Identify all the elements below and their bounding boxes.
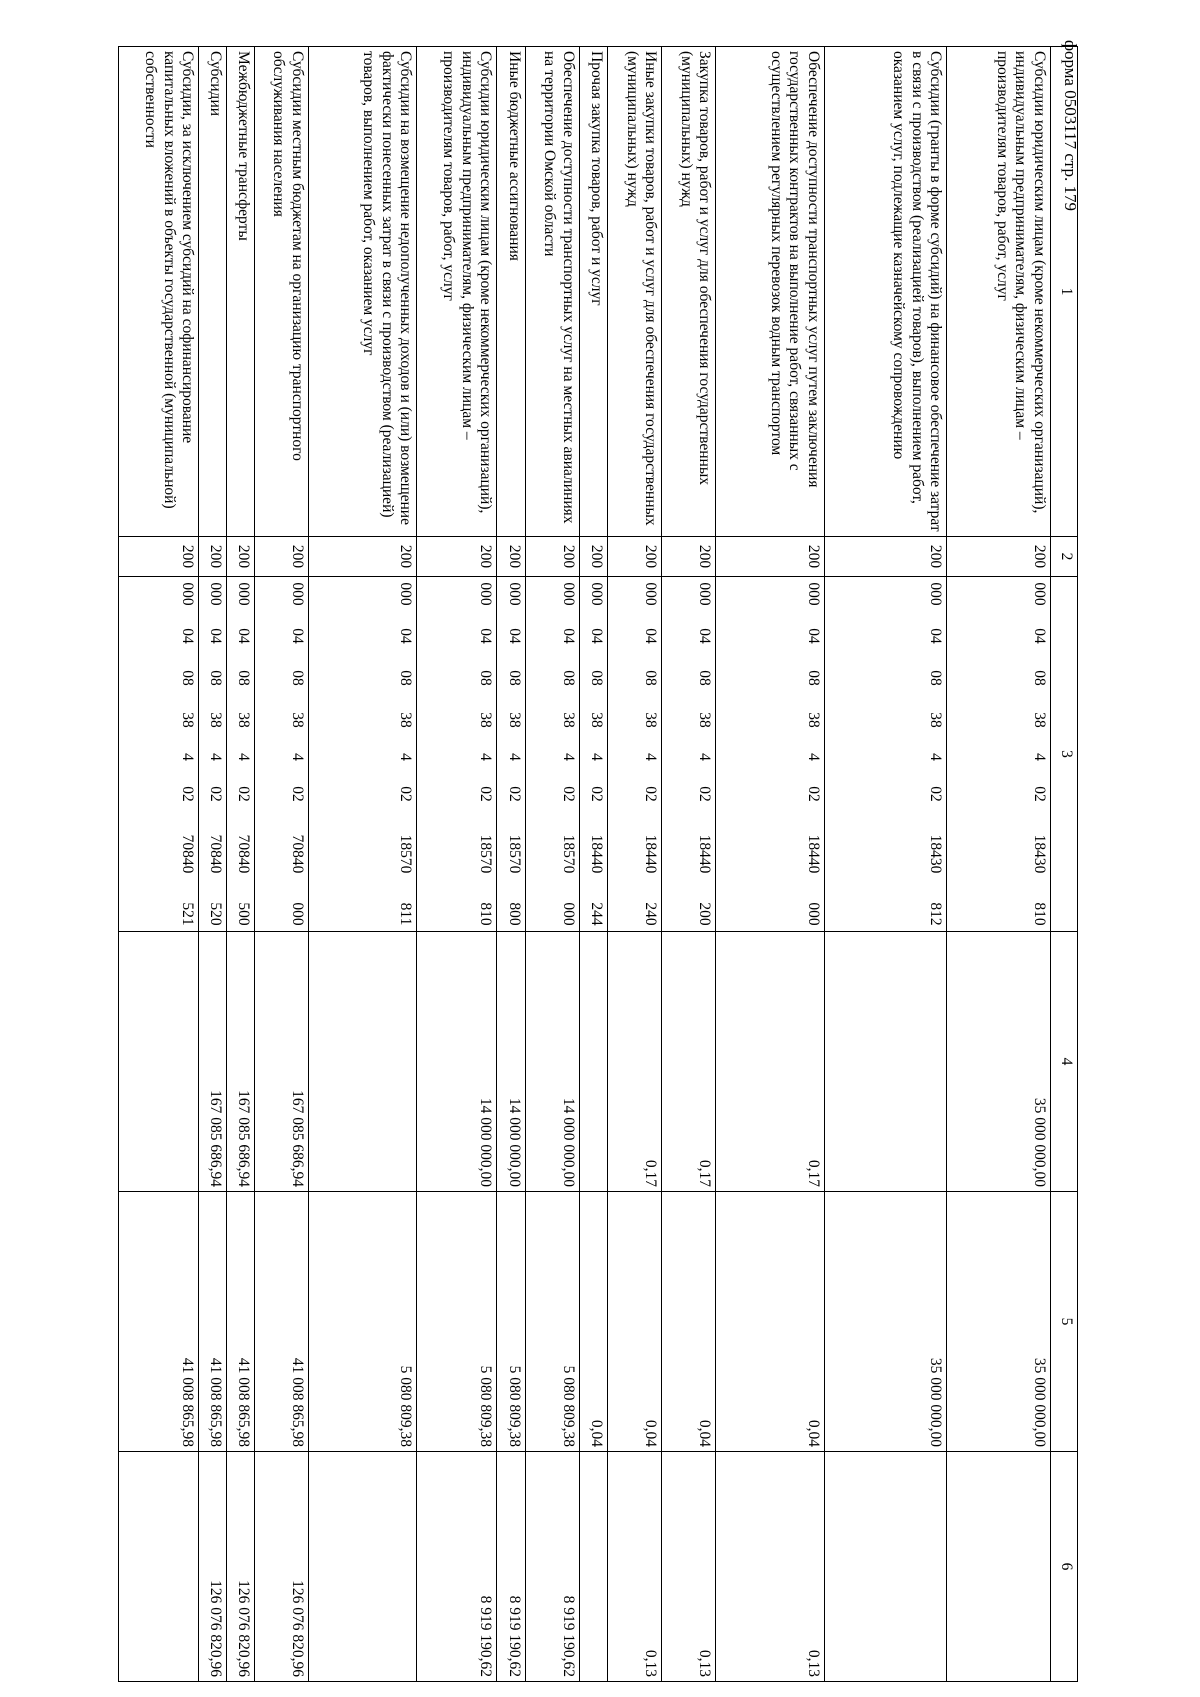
- row-classification-code: [199, 577, 227, 932]
- row-unexecuted-amount: [308, 1452, 416, 1682]
- code-segment: 02: [179, 786, 197, 802]
- code-segment: 38: [696, 712, 714, 728]
- row-executed-amount: 5 080 809,38: [417, 1192, 497, 1452]
- code-segment: 04: [207, 628, 225, 644]
- row-approved-amount: 167 085 686,94: [227, 932, 255, 1192]
- column-header-4: 4: [1051, 932, 1078, 1192]
- row-name: Обеспечение доступности транспортных услуг путем заключения государственных контрактов на выполнение работ, связанных с осуществлением регулярных перевозок водным транспортом: [716, 47, 824, 537]
- code-segment: 08: [234, 670, 252, 686]
- code-segment: 18430: [927, 834, 945, 874]
- code-segment: 38: [207, 712, 225, 728]
- row-name: Иные бюджетные ассигнования: [497, 47, 525, 537]
- code-segment: 521: [179, 902, 197, 926]
- code-segment: 244: [588, 902, 606, 926]
- code-segment: 04: [234, 628, 252, 644]
- code-segment: 4: [179, 753, 197, 761]
- column-header-2: 2: [1051, 537, 1078, 577]
- code-segment: 08: [588, 670, 606, 686]
- code-segment: 38: [588, 712, 606, 728]
- row-name: Прочая закупка товаров, работ и услуг: [579, 47, 607, 537]
- code-segment: 70840: [207, 834, 225, 874]
- row-unexecuted-amount: [579, 1452, 607, 1682]
- code-segment: 200: [696, 902, 714, 926]
- row-executed-amount: 41 008 865,98: [119, 1192, 199, 1452]
- table-row: [579, 47, 607, 1682]
- code-segment: 240: [642, 902, 660, 926]
- code-segment: 18440: [696, 834, 714, 874]
- row-line-code: 200: [119, 537, 199, 577]
- row-executed-amount: 0,04: [608, 1192, 662, 1452]
- code-segment: 000: [927, 582, 945, 606]
- column-header-5: 5: [1051, 1192, 1078, 1452]
- row-classification-code: [824, 577, 947, 932]
- row-approved-amount: 167 085 686,94: [254, 932, 308, 1192]
- row-line-code: 200: [199, 537, 227, 577]
- row-unexecuted-amount: 0,13: [608, 1452, 662, 1682]
- code-segment: 38: [804, 712, 822, 728]
- row-classification-code: [608, 577, 662, 932]
- code-segment: 810: [1031, 902, 1048, 926]
- row-executed-amount: 0,04: [579, 1192, 607, 1452]
- row-line-code: 200: [254, 537, 308, 577]
- row-executed-amount: 0,04: [716, 1192, 824, 1452]
- table-row: [417, 47, 497, 1682]
- table-row: [716, 47, 824, 1682]
- row-line-code: 200: [227, 537, 255, 577]
- code-segment: 08: [179, 670, 197, 686]
- row-unexecuted-amount: 126 076 820,96: [227, 1452, 255, 1682]
- column-header-6: 6: [1051, 1452, 1078, 1682]
- row-approved-amount: 0,17: [716, 932, 824, 1192]
- row-executed-amount: 5 080 809,38: [497, 1192, 525, 1452]
- code-segment: 4: [559, 753, 577, 761]
- code-segment: 04: [179, 628, 197, 644]
- code-segment: 04: [804, 628, 822, 644]
- table-row: [608, 47, 662, 1682]
- code-segment: 18440: [588, 834, 606, 874]
- row-executed-amount: 41 008 865,98: [227, 1192, 255, 1452]
- code-segment: 02: [207, 786, 225, 802]
- row-classification-code: [662, 577, 716, 932]
- code-segment: 02: [234, 786, 252, 802]
- row-name: Субсидии на возмещение недополученных доходов и (или) возмещение фактически понесенных затрат в связи с производством (реализацией) товаров, выполнением работ, оказанием услуг: [308, 47, 416, 537]
- row-line-code: 200: [824, 537, 947, 577]
- code-segment: 02: [559, 786, 577, 802]
- code-segment: 18440: [804, 834, 822, 874]
- row-approved-amount: 14 000 000,00: [525, 932, 579, 1192]
- row-unexecuted-amount: 126 076 820,96: [254, 1452, 308, 1682]
- row-classification-code: [119, 577, 199, 932]
- table-row: [525, 47, 579, 1682]
- code-segment: 18430: [1031, 834, 1048, 874]
- form-label: форма 0503117 стр. 179: [1061, 40, 1080, 211]
- code-segment: 02: [477, 786, 495, 802]
- code-segment: 000: [397, 582, 415, 606]
- row-name: Субсидии юридическим лицам (кроме некоммерческих организаций), индивидуальным предпринимателям, физическим лицам – производителям товаров, работ, услуг: [417, 47, 497, 537]
- row-name: Субсидии (гранты в форме субсидий) на финансовое обеспечение затрат в связи с производством (реализацией товаров), выполнением работ, оказанием услуг, подлежащие казначейскому сопровождению: [824, 47, 947, 537]
- row-approved-amount: [824, 932, 947, 1192]
- code-segment: 000: [559, 582, 577, 606]
- code-segment: 08: [288, 670, 306, 686]
- rotated-page: [118, 46, 1078, 1681]
- code-segment: 38: [179, 712, 197, 728]
- code-segment: 4: [234, 753, 252, 761]
- row-classification-code: [254, 577, 308, 932]
- table-row: [254, 47, 308, 1682]
- code-segment: 08: [927, 670, 945, 686]
- row-classification-code: [497, 577, 525, 932]
- row-line-code: 200: [417, 537, 497, 577]
- code-segment: 000: [804, 582, 822, 606]
- row-classification-code: [525, 577, 579, 932]
- code-segment: 04: [559, 628, 577, 644]
- row-approved-amount: [119, 932, 199, 1192]
- code-segment: 4: [588, 753, 606, 761]
- row-line-code: 200: [497, 537, 525, 577]
- row-unexecuted-amount: 8 919 190,62: [525, 1452, 579, 1682]
- code-segment: 4: [642, 753, 660, 761]
- code-segment: 000: [588, 582, 606, 606]
- code-segment: 04: [288, 628, 306, 644]
- column-number-row: [1051, 47, 1078, 1682]
- code-segment: 000: [804, 902, 822, 926]
- row-name: Иные закупки товаров, работ и услуг для обеспечения государственных (муниципальных) нужд: [608, 47, 662, 537]
- code-segment: 000: [642, 582, 660, 606]
- code-segment: 38: [477, 712, 495, 728]
- row-unexecuted-amount: [947, 1452, 1051, 1682]
- code-segment: 18440: [642, 834, 660, 874]
- code-segment: 38: [397, 712, 415, 728]
- row-approved-amount: 0,17: [608, 932, 662, 1192]
- code-segment: 04: [477, 628, 495, 644]
- code-segment: 38: [642, 712, 660, 728]
- row-unexecuted-amount: [119, 1452, 199, 1682]
- code-segment: 000: [288, 902, 306, 926]
- row-approved-amount: 0,17: [662, 932, 716, 1192]
- row-name: Субсидии: [199, 47, 227, 537]
- code-segment: 70840: [288, 834, 306, 874]
- code-segment: 04: [588, 628, 606, 644]
- row-executed-amount: 35 000 000,00: [947, 1192, 1051, 1452]
- row-approved-amount: [308, 932, 416, 1192]
- code-segment: 08: [642, 670, 660, 686]
- row-name: Межбюджетные трансферты: [227, 47, 255, 537]
- column-header-1: 1: [1051, 47, 1078, 537]
- code-segment: 04: [397, 628, 415, 644]
- code-segment: 800: [505, 902, 523, 926]
- code-segment: 811: [397, 902, 415, 926]
- code-segment: 810: [477, 902, 495, 926]
- row-unexecuted-amount: 126 076 820,96: [199, 1452, 227, 1682]
- row-classification-code: [417, 577, 497, 932]
- code-segment: 02: [927, 786, 945, 802]
- row-name: Закупка товаров, работ и услуг для обеспечения государственных (муниципальных) нужд: [662, 47, 716, 537]
- code-segment: 000: [207, 582, 225, 606]
- code-segment: 18570: [505, 834, 523, 874]
- row-name: Субсидии юридическим лицам (кроме некоммерческих организаций), индивидуальным предпринимателям, физическим лицам – производителям товаров, работ, услуг: [947, 47, 1051, 537]
- code-segment: 08: [1031, 670, 1048, 686]
- code-segment: 02: [505, 786, 523, 802]
- code-segment: 08: [397, 670, 415, 686]
- code-segment: 812: [927, 902, 945, 926]
- row-line-code: 200: [608, 537, 662, 577]
- code-segment: 000: [288, 582, 306, 606]
- row-unexecuted-amount: 0,13: [662, 1452, 716, 1682]
- row-name: Обеспечение доступности транспортных услуг на местных авиалиниях на территории Омской области: [525, 47, 579, 537]
- code-segment: 08: [477, 670, 495, 686]
- code-segment: 000: [234, 582, 252, 606]
- code-segment: 04: [505, 628, 523, 644]
- budget-table: [118, 46, 1078, 1682]
- row-line-code: 200: [716, 537, 824, 577]
- table-row: [947, 47, 1051, 1682]
- code-segment: 000: [505, 582, 523, 606]
- code-segment: 500: [234, 902, 252, 926]
- row-executed-amount: 0,04: [662, 1192, 716, 1452]
- row-classification-code: [227, 577, 255, 932]
- code-segment: 000: [179, 582, 197, 606]
- code-segment: 38: [234, 712, 252, 728]
- code-segment: 04: [1031, 628, 1048, 644]
- row-approved-amount: 35 000 000,00: [947, 932, 1051, 1192]
- code-segment: 04: [696, 628, 714, 644]
- code-segment: 04: [927, 628, 945, 644]
- code-segment: 08: [804, 670, 822, 686]
- code-segment: 02: [588, 786, 606, 802]
- code-segment: 70840: [234, 834, 252, 874]
- code-segment: 02: [804, 786, 822, 802]
- code-segment: 000: [559, 902, 577, 926]
- row-unexecuted-amount: 0,13: [716, 1452, 824, 1682]
- row-classification-code: [579, 577, 607, 932]
- code-segment: 02: [642, 786, 660, 802]
- code-segment: 08: [559, 670, 577, 686]
- code-segment: 18570: [477, 834, 495, 874]
- row-approved-amount: 14 000 000,00: [417, 932, 497, 1192]
- row-approved-amount: [579, 932, 607, 1192]
- code-segment: 4: [1031, 753, 1048, 761]
- code-segment: 70840: [179, 834, 197, 874]
- table-row: [119, 47, 199, 1682]
- code-segment: 02: [696, 786, 714, 802]
- row-line-code: 200: [308, 537, 416, 577]
- code-segment: 4: [288, 753, 306, 761]
- code-segment: 000: [477, 582, 495, 606]
- row-executed-amount: 41 008 865,98: [199, 1192, 227, 1452]
- code-segment: 4: [927, 753, 945, 761]
- code-segment: 4: [696, 753, 714, 761]
- row-executed-amount: 5 080 809,38: [308, 1192, 416, 1452]
- code-segment: 38: [559, 712, 577, 728]
- code-segment: 000: [696, 582, 714, 606]
- row-name: Субсидии, за исключением субсидий на софинансирование капитальных вложений в объекты государственной (муниципальной) собственности: [119, 47, 199, 537]
- code-segment: 08: [696, 670, 714, 686]
- row-classification-code: [308, 577, 416, 932]
- code-segment: 38: [1031, 712, 1048, 728]
- table-row: [824, 47, 947, 1682]
- table-row: [199, 47, 227, 1682]
- row-approved-amount: 14 000 000,00: [497, 932, 525, 1192]
- code-segment: 520: [207, 902, 225, 926]
- code-segment: 38: [927, 712, 945, 728]
- row-name: Субсидии местным бюджетам на организацию транспортного обслуживания населения: [254, 47, 308, 537]
- code-segment: 02: [288, 786, 306, 802]
- row-executed-amount: 5 080 809,38: [525, 1192, 579, 1452]
- row-unexecuted-amount: 8 919 190,62: [417, 1452, 497, 1682]
- code-segment: 02: [1031, 786, 1048, 802]
- table-row: [497, 47, 525, 1682]
- row-line-code: 200: [662, 537, 716, 577]
- row-line-code: 200: [579, 537, 607, 577]
- code-segment: 18570: [559, 834, 577, 874]
- column-header-3: 3: [1051, 577, 1078, 932]
- row-unexecuted-amount: 8 919 190,62: [497, 1452, 525, 1682]
- table-row: [227, 47, 255, 1682]
- code-segment: 08: [207, 670, 225, 686]
- code-segment: 4: [397, 753, 415, 761]
- code-segment: 38: [505, 712, 523, 728]
- code-segment: 18570: [397, 834, 415, 874]
- row-executed-amount: 35 000 000,00: [824, 1192, 947, 1452]
- code-segment: 08: [505, 670, 523, 686]
- row-classification-code: [716, 577, 824, 932]
- code-segment: 02: [397, 786, 415, 802]
- row-approved-amount: 167 085 686,94: [199, 932, 227, 1192]
- code-segment: 4: [505, 753, 523, 761]
- row-line-code: 200: [525, 537, 579, 577]
- code-segment: 4: [804, 753, 822, 761]
- code-segment: 04: [642, 628, 660, 644]
- code-segment: 000: [1031, 582, 1048, 606]
- table-body: [119, 47, 1051, 1682]
- row-line-code: 200: [947, 537, 1051, 577]
- table-row: [308, 47, 416, 1682]
- row-executed-amount: 41 008 865,98: [254, 1192, 308, 1452]
- row-classification-code: [947, 577, 1051, 932]
- table-row: [662, 47, 716, 1682]
- row-unexecuted-amount: [824, 1452, 947, 1682]
- code-segment: 4: [477, 753, 495, 761]
- code-segment: 38: [288, 712, 306, 728]
- code-segment: 4: [207, 753, 225, 761]
